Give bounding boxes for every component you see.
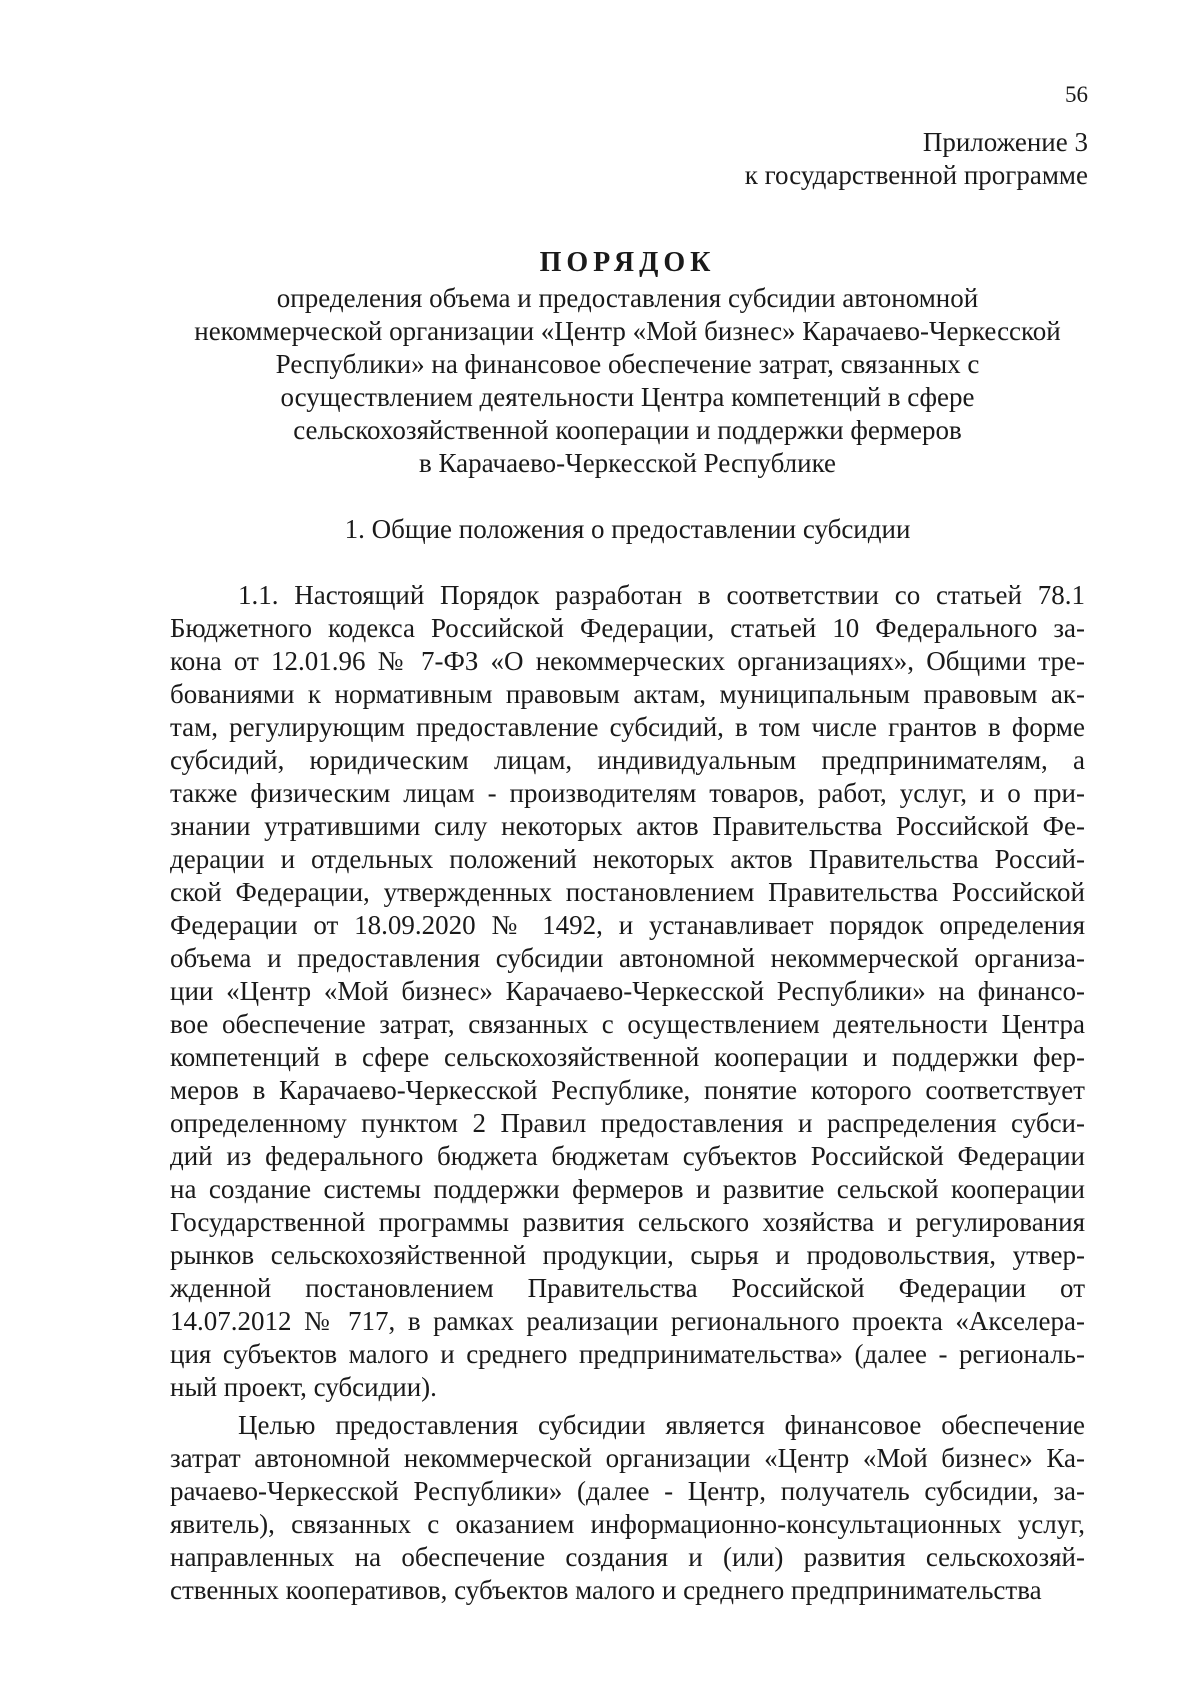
text-line: ции «Центр «Мой бизнес» Карачаево-Черкесской Республики» на финансо-	[170, 976, 1085, 1006]
text-line: объема и предоставления субсидии автономной некоммерческой организа-	[170, 943, 1085, 973]
text-line: рачаево-Черкесской Республики» (далее - Центр, получатель субсидии, за-	[170, 1476, 1085, 1506]
text-line: 14.07.2012 № 717, в рамках реализации регионального проекта «Акселера-	[170, 1306, 1085, 1336]
subtitle-line: в Карачаево-Черкесской Республике	[419, 448, 836, 478]
document-subtitle	[170, 282, 1085, 480]
text-line: компетенций в сфере сельскохозяйственной кооперации и поддержки фер-	[170, 1042, 1085, 1072]
paragraph-purpose	[170, 1409, 1085, 1607]
text-line: ской Федерации, утвержденных постановлением Правительства Российской	[170, 877, 1085, 907]
page-number: 56	[1065, 82, 1088, 107]
text-line: на создание системы поддержки фермеров и развитие сельской кооперации	[170, 1174, 1085, 1204]
text-line: рынков сельскохозяйственной продукции, сырья и продовольствия, утвер-	[170, 1240, 1085, 1270]
text-line: направленных на обеспечение создания и (или) развития сельскохозяй-	[170, 1542, 1085, 1572]
text-line: жденной постановлением Правительства Российской Федерации от	[170, 1273, 1085, 1303]
text-line: ция субъектов малого и среднего предпринимательства» (далее - региональ-	[170, 1339, 1085, 1369]
section-heading: 1. Общие положения о предоставлении субсидии	[344, 514, 911, 544]
text-line: бованиями к нормативным правовым актам, муниципальным правовым ак-	[170, 679, 1085, 709]
text-line: затрат автономной некоммерческой организации «Центр «Мой бизнес» Ка-	[170, 1443, 1085, 1473]
text-line: 1.1. Настоящий Порядок разработан в соответствии со статьей 78.1	[238, 580, 1085, 610]
text-line: дерации и отдельных положений некоторых актов Правительства Россий-	[170, 844, 1085, 874]
document-body	[170, 579, 1085, 1612]
subtitle-line: некоммерческой организации «Центр «Мой бизнес» Карачаево-Черкесской	[194, 316, 1061, 346]
text-line: кона от 12.01.96 № 7-ФЗ «О некоммерческих организациях», Общими тре-	[170, 646, 1085, 676]
document-title: ПОРЯДОК	[539, 247, 716, 278]
text-line: Бюджетного кодекса Российской Федерации, статьей 10 Федерального за-	[170, 613, 1085, 643]
text-line: определенному пунктом 2 Правил предоставления и распределения субси-	[170, 1108, 1085, 1138]
appendix-line-1: Приложение 3	[922, 127, 1088, 157]
text-line: ственных кооперативов, субъектов малого и среднего предпринимательства	[170, 1575, 1042, 1605]
subtitle-line: осуществлением деятельности Центра компетенций в сфере	[280, 382, 975, 412]
appendix-line-2: к государственной программе	[744, 160, 1088, 190]
subtitle-line: Республики» на финансовое обеспечение затрат, связанных с	[275, 349, 980, 379]
text-line: субсидий, юридическим лицам, индивидуальным предпринимателям, а	[170, 745, 1085, 775]
appendix-reference	[745, 126, 1088, 192]
text-line: там, регулирующим предоставление субсидий, в том числе грантов в форме	[170, 712, 1085, 742]
text-line: Федерации от 18.09.2020 № 1492, и устанавливает порядок определения	[170, 910, 1085, 940]
text-line: вое обеспечение затрат, связанных с осуществлением деятельности Центра	[170, 1009, 1085, 1039]
subtitle-line: определения объема и предоставления субсидии автономной	[276, 283, 979, 313]
text-line: также физическим лицам - производителям товаров, работ, услуг, и о при-	[170, 778, 1085, 808]
text-line: явитель), связанных с оказанием информационно-консультационных услуг,	[170, 1509, 1085, 1539]
document-title-block	[170, 246, 1085, 480]
paragraph-1-1	[170, 579, 1085, 1404]
text-line: знании утратившими силу некоторых актов Правительства Российской Фе-	[170, 811, 1085, 841]
subtitle-line: сельскохозяйственной кооперации и поддержки фермеров	[293, 415, 962, 445]
text-line: меров в Карачаево-Черкесской Республике, понятие которого соответствует	[170, 1075, 1085, 1105]
text-line: дий из федерального бюджета бюджетам субъектов Российской Федерации	[170, 1141, 1085, 1171]
text-line: ный проект, субсидии).	[170, 1372, 437, 1402]
text-line: Целью предоставления субсидии является финансовое обеспечение	[238, 1410, 1085, 1440]
text-line: Государственной программы развития сельского хозяйства и регулирования	[170, 1207, 1085, 1237]
